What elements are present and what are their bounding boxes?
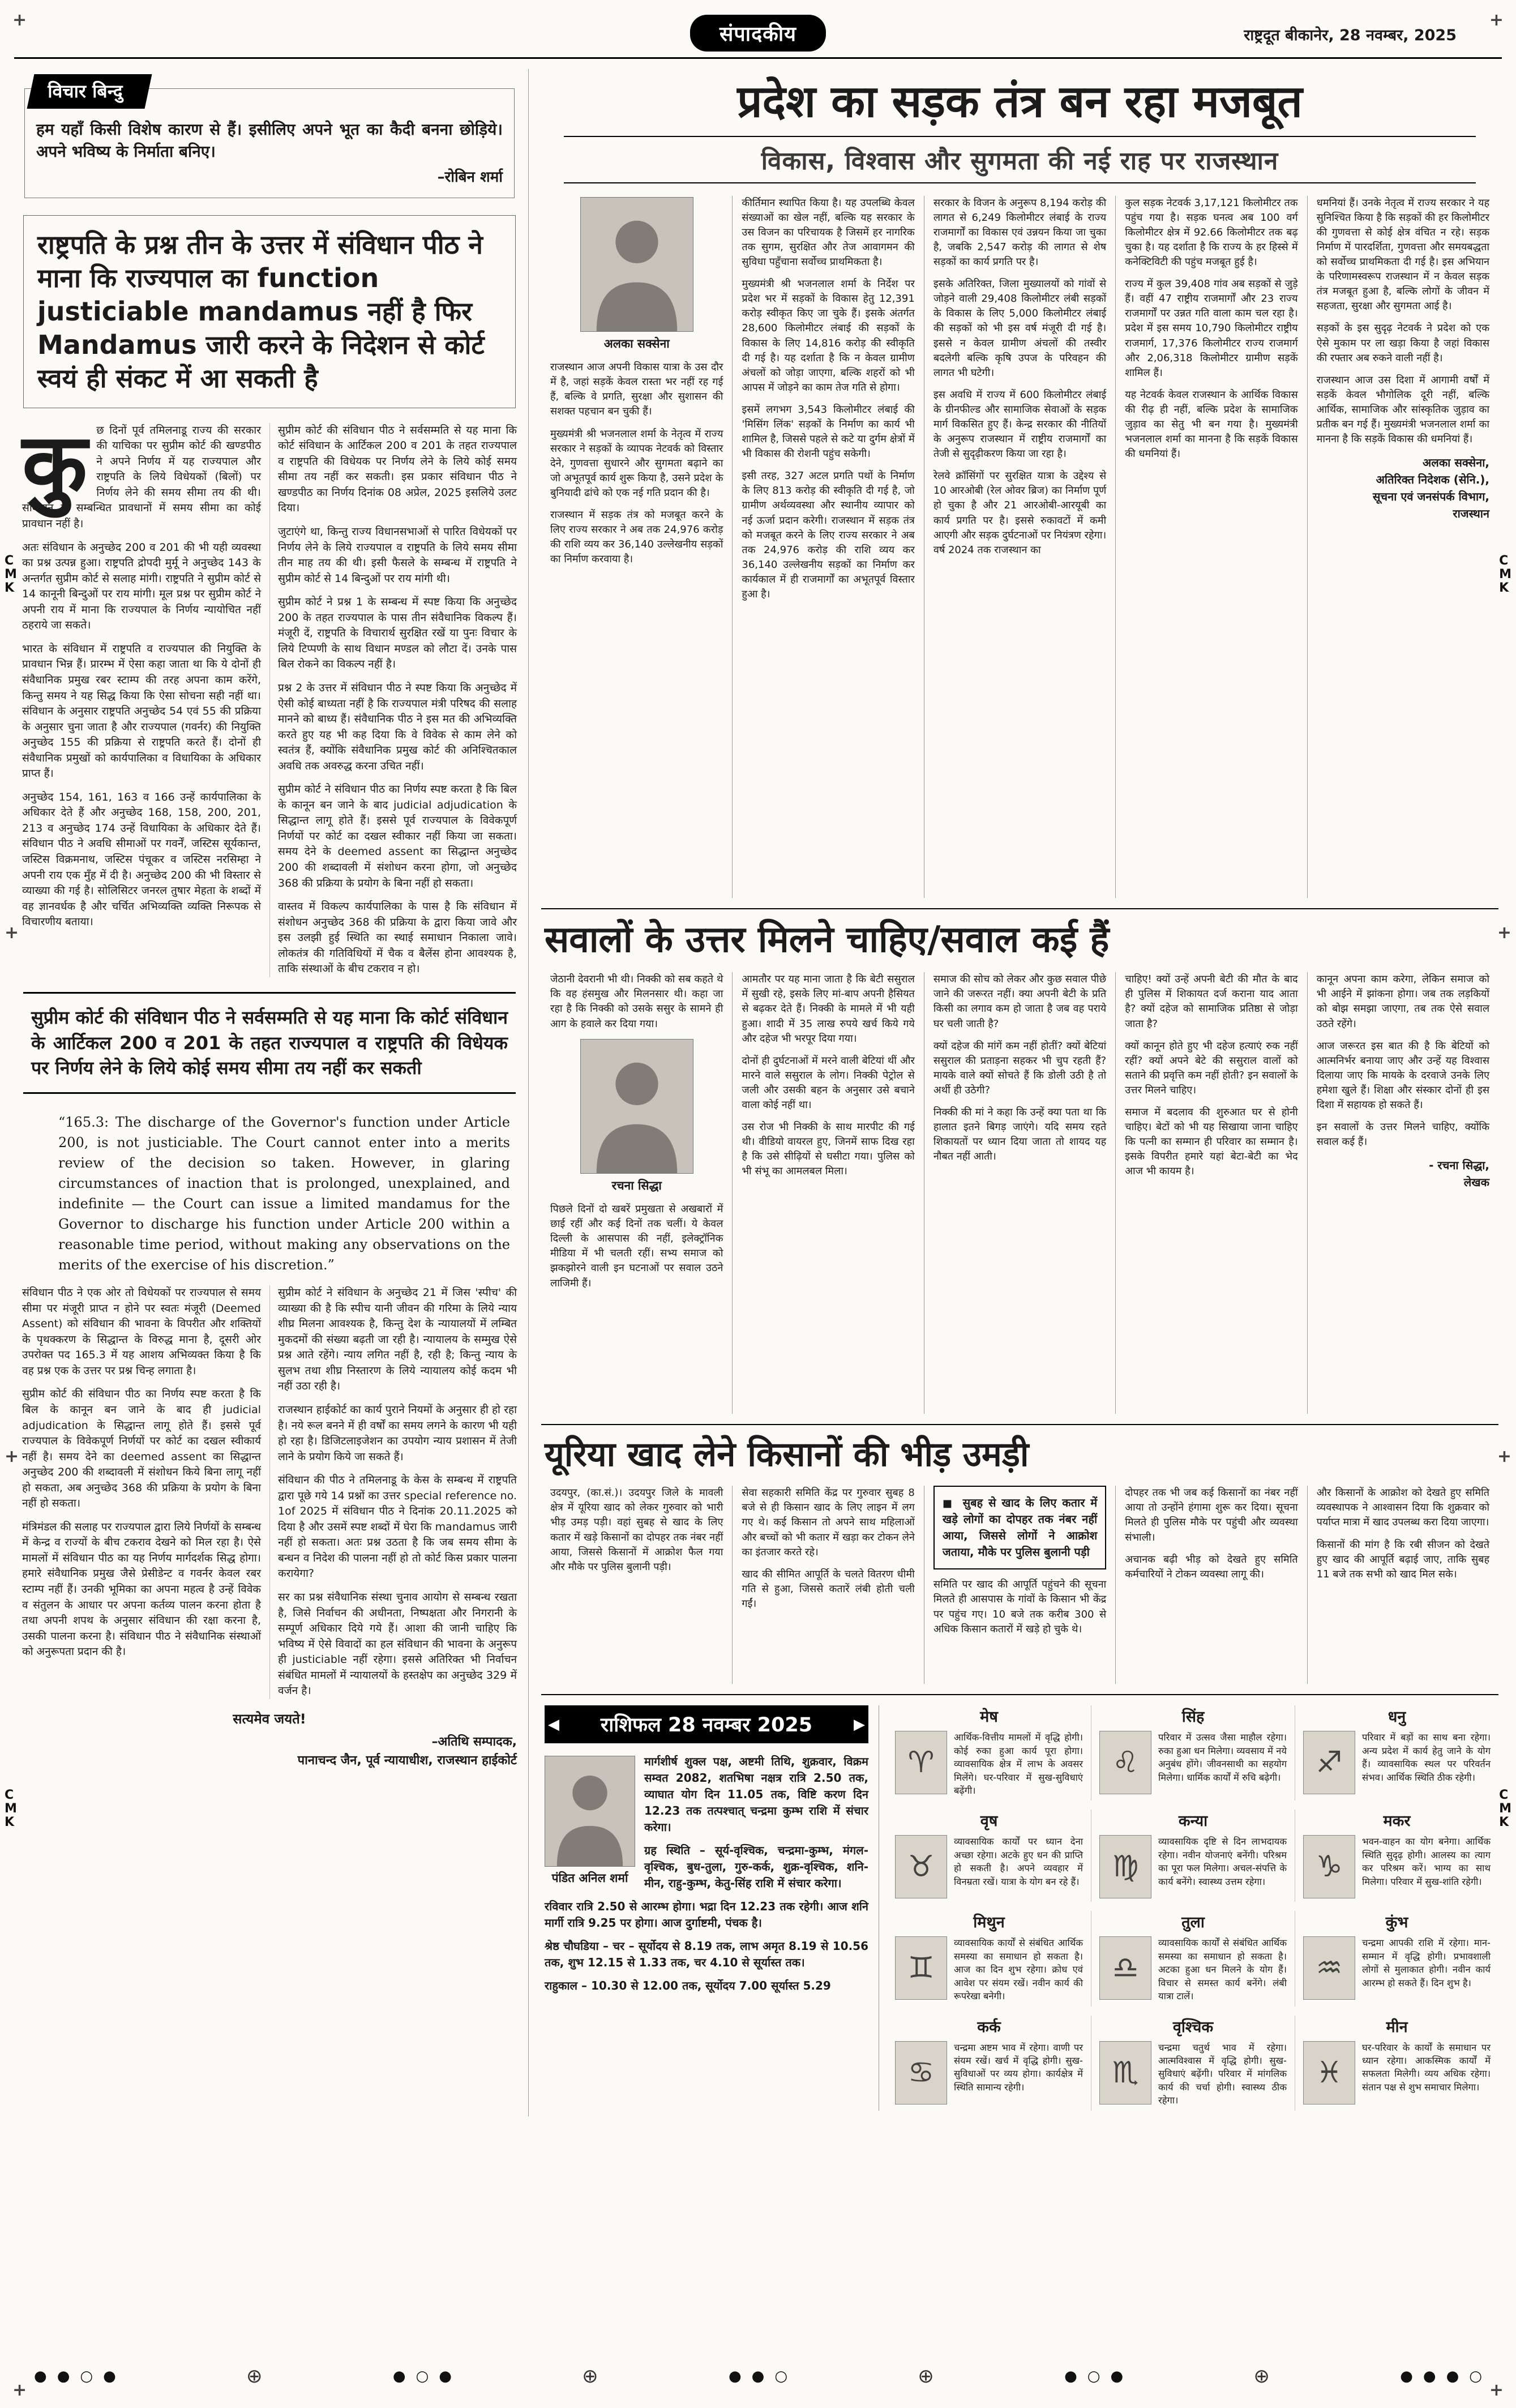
urea-article-columns: [541, 1486, 1498, 1684]
body-paragraph: राज्य में कुल 39,408 गांव अब सड़कों से जुड़े हैं। वहीं 47 राष्ट्रीय राजमार्गों और 23 राज्य राजमार्गों पर उन्नत गति वाला काम चल रहा है। प्रदेश में इस समय 10,790 किलोमीटर राष्ट्रीय राजमार्ग, 17,376 किलोमीटर राज्य राजमार्ग और 2,06,318 किलोमीटर ग्रामीण सड़कें शामिल हैं।: [1125, 278, 1298, 379]
road-article-columns: [541, 196, 1498, 898]
photo-caption: अलका सक्सेना: [603, 336, 670, 350]
color-dot-group: ● ● ○ ●: [34, 2368, 116, 2385]
registration-mark: ⊕: [582, 2365, 598, 2388]
byline-line: अतिरिक्त निदेशक (सेनि.),: [1376, 473, 1490, 487]
highlight-note: ■ सुबह से खाद के लिए कतार में खड़े लोगों का दोपहर तक नंबर नहीं आया, जिससे लोगों ने आक्रोश जताया, मौके पर पुलिस बुलानी पड़ी: [933, 1486, 1106, 1569]
zodiac-sign-icon: ♉: [895, 1835, 947, 1898]
cmyk-marks-left-lower: C M K: [5, 1788, 17, 1829]
body-paragraph: इसी तरह, 327 अटल प्रगति पथों के निर्माण के लिए 813 करोड़ की स्वीकृति दी गई है, जो ग्रामीण अर्थव्यवस्था और स्थानीय व्यापार को नई ऊर्जा प्रदान करेगी। राजस्थान में सड़क तंत्र को मजबूत करने के लिए राज्य सरकार ने अब तक 24,976 करोड़ की राशि व्यय कर 36,140 उल्लेखनीय सड़कों का निर्माण कर कार्यकाल में ही राजमार्गों का अभूतपूर्व विस्तार हुआ है।: [742, 470, 915, 601]
article-column: [1115, 196, 1307, 898]
section-badge: संपादकीय: [690, 15, 826, 52]
astrologer-photo: [545, 1756, 635, 1886]
article-column: [1115, 972, 1307, 1414]
constitution-article-headline: राष्ट्रपति के प्रश्न तीन के उत्तर में संविधान पीठ ने माना कि राज्यपाल का function justiciable mandamus नहीं है फिर Mandamus जारी करने के निदेशन से कोर्ट स्वयं ही संकट में आ सकती है: [23, 215, 516, 408]
panchang-paragraph: मार्गशीर्ष शुक्ल पक्ष, अष्टमी तिथि, शुक्रवार, विक्रम सम्वत 2082, शतभिषा नक्षत्र रात्रि 2.50 तक, व्याघात योग दिन 11.05 तक, विष्टि करण दिन 12.23 तक तत्पश्चात् चन्द्रमा कुम्भ राशि में संचार करेगा।: [644, 1755, 868, 1834]
zodiac-prediction: परिवार में बड़ों का साथ बना रहेगा। अन्य प्रदेश में कार्य हेतु जाने के योग हैं। व्यावसायिक स्थल पर परिवर्तन संभव। आर्थिक स्थिति ठीक रहेगी।: [1362, 1732, 1491, 1783]
body-paragraph: पिछले दिनों दो खबरें प्रमुखता से अखबारों में छाई रहीं और कई दिनों तक चलीं। ये केवल दिल्ली के आसपास की नहीं, इलेक्ट्रॉनिक मीडिया में भी चलती रहीं। सभ्य समाज को झकझोरने वाली इन घटनाओं पर सवाल उठने लाजिमी हैं।: [550, 1203, 723, 1289]
body-paragraph: धमनियां हैं। उनके नेतृत्व में राज्य सरकार ने यह सुनिश्चित किया है कि सड़कों की हर किलोमीटर की गुणवत्ता से कोई क्षेत्र वंचित न रहे। सड़क निर्माण में पारदर्शिता, गुणवत्ता और समयबद्धता को सर्वोच्च प्राथमिकता दी गई है। इस अभियान के परिणामस्वरूप राजस्थान में न केवल सड़क तंत्र मजबूत हुआ है, बल्कि लोगों के जीवन में सहजता, सुरक्षा और सुगमता आई है।: [1316, 196, 1490, 313]
color-dot-group: ● ○ ●: [1064, 2368, 1124, 2385]
body-paragraph: मंत्रिमंडल की सलाह पर राज्यपाल द्वारा लिये निर्णयों के सम्बन्ध में केन्द्र व राज्यों के बीच टकराव देखने को मिल रहा है। ऐसे मामलों में संविधान पीठ का यह निर्णय मार्गदर्शक सिद्ध होगा। हमारे संवैधानिक प्रमुख जैसे प्रेसीडेन्ट व गवर्नर केवल रबर स्टाम्प नहीं हैं। उनकी भूमिका का अपना महत्व है उन्हें विवेक व संतुलन के आधार पर अपना कर्तव्य पालन करना होता है तथा अपनी शपथ के अनुसार संविधान की रक्षा करना है, उसकी पालना करना है। संविधान पीठ ने संवैधानिक संस्थाओं को अनुरूपता प्रदान की है।: [22, 1520, 261, 1658]
panchang-paragraph: राहुकाल – 10.30 से 12.00 तक, सूर्योदय 7.00 सूर्यास्त 5.29: [545, 1979, 831, 1993]
zodiac-cell: [1295, 2016, 1498, 2111]
zodiac-sign-name: सिंह: [1181, 1708, 1205, 1726]
zodiac-cell: [1091, 1810, 1295, 1902]
constitution-article-byline: [22, 1733, 517, 1770]
article-divider: [541, 1424, 1498, 1425]
body-paragraph: समाज में बदलाव की शुरुआत घर से होनी चाहिए। बेटों को भी यह सिखाया जाना चाहिए कि पत्नी का सम्मान ही परिवार का सम्मान है। इसके विपरीत हमारे यहां बेटा-बेटी का भेद आज भी कायम है।: [1125, 1106, 1298, 1178]
zodiac-sign-name: मकर: [1383, 1812, 1411, 1830]
zodiac-sign-name: धनु: [1387, 1708, 1406, 1726]
body-paragraph: निक्की की मां ने कहा कि उन्हें क्या पता था कि हालात इतने बिगड़ जाएंगे। यदि समय रहते शिकायतों पर ध्यान दिया जाता तो शायद यह नौबत नहीं आती।: [933, 1106, 1107, 1163]
zodiac-cell-body: [895, 1731, 1083, 1797]
person-silhouette-icon: [581, 198, 693, 331]
zodiac-cell-body: [1303, 2041, 1491, 2105]
portrait-photo: [580, 197, 693, 332]
body-paragraph: सुप्रीम कोर्ट ने संविधान पीठ का निर्णय स्पष्ट करता है कि बिल के कानून बन जाने के बाद judicial adjudication के सिद्धान्त लागू होते हैं। इससे पूर्व राज्यपाल के विवेकपूर्ण निर्णयों पर कोर्ट का दखल स्वीकार नहीं किया जा सकता। समय देने के deemed assent का सिद्धान्त अनुच्छेद 200 की शब्दावली में संशोधन करना होगा, जो अनुच्छेद 368 की प्रक्रिया के प्रयोग के बिना नहीं हो सकता।: [278, 783, 517, 889]
body-paragraph: राजस्थान हाईकोर्ट का कार्य पुराने नियमों के अनुसार ही हो रहा है। नये रूल बनने में ही वर्षों का समय लगने के कारण भी यही हो रहा है। डिजिटलाइजेशन का उपयोग न्याय प्रशासन में तेजी लाने के प्रयोग किये जा सकते हैं।: [278, 1404, 517, 1463]
body-paragraph: खाद की सीमित आपूर्ति के चलते वितरण धीमी गति से हुआ, जिससे कतारें लंबी होती चली गईं।: [742, 1568, 915, 1610]
zodiac-prediction: व्यावसायिक कार्यों पर ध्यान देना अच्छा रहेगा। अटके हुए धन की प्राप्ति हो सकती है। अपने व्यवहार में विनम्रता रखें। यात्रा के योग बन रहे हैं।: [954, 1836, 1083, 1887]
urea-article-headline: यूरिया खाद लेने किसानों की भीड़ उमड़ी: [545, 1435, 1029, 1475]
horoscope-title: राशिफल 28 नवम्बर 2025: [600, 1714, 813, 1737]
judgment-english-quote: “165.3: The discharge of the Governor's function under Article 200, is not justiciable. The Court cannot enter into a merits review of the decision so taken. However, in glaring circumstances of inaction that is prolonged, unexplained, and indefinite — the Court can issue a limited mandamus for the Governor to discharge his function under Article 200 within a reasonable time period, without making any observations on the merits of the exercise of his discretion.”: [58, 1114, 510, 1273]
article-divider: [541, 1694, 1498, 1695]
body-paragraph: और किसानों के आक्रोश को देखते हुए समिति व्यवस्थापक ने आश्वासन दिया कि शुक्रवार को पर्याप्त मात्रा में खाद उपलब्ध करा दिया जाएगा।: [1316, 1487, 1490, 1529]
right-articles-region: [528, 69, 1502, 2116]
bullet-square-icon: ■: [942, 1498, 954, 1510]
body-paragraph: प्रश्न 2 के उत्तर में संविधान पीठ ने स्पष्ट किया कि अनुच्छेद में ऐसी कोई बाध्यता नहीं है कि राज्यपाल मंत्री परिषद की सलाह मानने को बाध्य हैं। संवैधानिक पीठ ने इस मत की अभिव्यक्ति करते हुए यह भी कह दिया कि वे विवेक से काम लेने को स्वतंत्र हैं, क्योंकि संवैधानिक प्रमुख कोर्ट की अनिश्चितकाल अवधि तक अवरुद्ध करना उचित नहीं।: [278, 681, 517, 772]
byline-line: - रचना सिद्धा,: [1429, 1158, 1490, 1173]
edge-plus-mark: +: [5, 1447, 19, 1466]
body-paragraph: राजस्थान आज अपनी विकास यात्रा के उस दौर में है, जहां सड़कें केवल रास्ता भर नहीं रह गई हैं, बल्कि वे प्रगति, सुरक्षा और सुशासन की सशक्त पहचान बन चुकी हैं।: [550, 361, 723, 418]
article-column: [924, 196, 1115, 898]
zodiac-cell: [1295, 1810, 1498, 1902]
footer-print-marks: [34, 2365, 1482, 2388]
closing-line: सत्यमेव जयते!: [233, 1710, 306, 1727]
byline-line: पानाचन्द जैन, पूर्व न्यायाधीश, राजस्थान हाईकोर्ट: [297, 1753, 517, 1768]
zodiac-sign-name: कुंभ: [1385, 1914, 1408, 1932]
constitution-article-body-2: [22, 1285, 517, 1699]
article-column: [1307, 1486, 1498, 1684]
questions-article-headline: सवालों के उत्तर मिलने चाहिए/सवाल कई हैं: [545, 918, 1110, 961]
zodiac-cell-body: [895, 1936, 1083, 2003]
edition-date: राष्ट्रदूत बीकानेर, 28 नवम्बर, 2025: [1244, 27, 1457, 44]
body-paragraph: यह नेटवर्क केवल राजस्थान के आर्थिक विकास की रीढ़ ही नहीं, बल्कि प्रदेश के सामाजिक जुड़ाव का सेतु भी बन गया है। मुख्यमंत्री भजनलाल शर्मा का मानना है कि सड़कें विकास की धमनियां हैं।: [1125, 388, 1298, 460]
body-paragraph: किसानों की मांग है कि रबी सीजन को देखते हुए खाद की आपूर्ति बढ़ाई जाए, ताकि सुबह 11 बजे तक सभी को खाद मिल सके।: [1316, 1538, 1490, 1580]
zodiac-prediction: व्यावसायिक कार्यों से संबंधित आर्थिक समस्या का समाधान हो सकता है। अटका हुआ धन मिलने के योग हैं। विचार से समस्त कार्य बनेंगे। लंबी यात्रा टालें।: [1158, 1937, 1287, 2002]
body-paragraph: मुख्यमंत्री श्री भजनलाल शर्मा के नेतृत्व में राज्य सरकार ने सड़कों के व्यापक नेटवर्क को विस्तार देने, गुणवत्ता सुधारने और सुगमता बढ़ाने का जो अभूतपूर्व कार्य शुरू किया है, उसने प्रदेश के बुनियादी ढांचे को एक नई गति प्रदान की है।: [550, 427, 723, 499]
thought-of-day-banner: [27, 74, 152, 109]
zodiac-prediction: व्यावसायिक दृष्टि से दिन लाभदायक रहेगा। नवीन योजनाएं बनेंगी। परिश्रम का पूरा फल मिलेगा। अचल-संपत्ति के कार्य बनेंगे। स्वास्थ्य उत्तम रहेगा।: [1158, 1836, 1287, 1887]
body-paragraph: इस अवधि में राज्य में 600 किलोमीटर लंबाई के ग्रीनफील्ड और सामाजिक सेवाओं के सड़क मार्ग विकसित हुए हैं। केन्द्र सरकार की नीतियों के अनुरूप राजस्थान में राष्ट्रीय राजमार्गों का तेजी से सुदृढ़ीकरण किया जा रहा है।: [933, 388, 1107, 460]
body-paragraph: राजस्थान आज उस दिशा में आगामी वर्षों में सड़कें केवल भौगोलिक दूरी नहीं, बल्कि आर्थिक, सामाजिक और सांस्कृतिक जुड़ाव का प्रतीक बन गई हैं। मुख्यमंत्री भजनलाल शर्मा का मानना है कि सड़कें विकास की धमनियां हैं।: [1316, 374, 1490, 446]
body-paragraph: उदयपुर, (का.सं.)। उदयपुर जिले के मावली क्षेत्र में यूरिया खाद को लेकर गुरुवार को भारी भीड़ उमड़ पड़ी। वहां सुबह से खाद के लिए कतार में खड़े किसानों का दोपहर तक नंबर नहीं आया, जिससे किसानों में आक्रोश फैल गया और मौके पर पुलिस बुलानी पड़ी।: [550, 1487, 723, 1573]
article-column: [924, 972, 1115, 1414]
photo-caption: रचना सिद्धा: [611, 1178, 662, 1192]
zodiac-sign-icon: ♊: [895, 1936, 947, 2000]
road-network-article: [541, 77, 1498, 898]
body-paragraph: समिति पर खाद की आपूर्ति पहुंचने की सूचना मिलते ही आसपास के गांवों के किसान भी केंद्र पर पहुंच गए। 10 बजे तक करीब 300 से अधिक किसान कतारों में खड़े हो चुके थे।: [933, 1579, 1107, 1635]
color-dot-group: ● ○ ●: [392, 2368, 452, 2385]
article-column: [541, 196, 732, 898]
body-paragraph: सर का प्रश्न संवैधानिक संस्था चुनाव आयोग से सम्बन्ध रखता है, जिसे निर्वाचन की अधीनता, निष्पक्षता और निगरानी के सम्पूर्ण अधिकार दिये गये हैं। आशा की जानी चाहिए कि भविष्य में ऐसे विवादों का हल संविधान की भावना के अनुरूप ही justiciable नहीं रहेगा। इससे अतिरिक्त भी निर्वाचन संबंधित मामलों में न्यायालयों के हस्तक्षेप का अनुच्छेद 329 में वर्जन है।: [278, 1591, 517, 1697]
body-paragraph: क्यों कानून होते हुए भी दहेज हत्याएं रुक नहीं रहीं? क्यों अपने बेटे की ससुराल वालों को सताने की प्रवृत्ति कम नहीं होती? इन सवालों के उत्तर मिलने चाहिए।: [1125, 1040, 1298, 1096]
zodiac-prediction: चन्द्रमा अष्टम भाव में रहेगा। वाणी पर संयम रखें। खर्च में वृद्धि होगी। सुख-सुविधाओं पर व्यय होगा। कार्यक्षेत्र में स्थिति सामान्य रहेगी।: [954, 2042, 1083, 2093]
thought-of-day-box: [24, 80, 515, 198]
registration-mark: ⊕: [246, 2365, 263, 2388]
article-column: [541, 1486, 732, 1684]
pull-quote: सुप्रीम कोर्ट की संविधान पीठ ने सर्वसम्मति से यह माना कि कोर्ट संविधान के आर्टिकल 200 व 201 के तहत राज्यपाल व राष्ट्रपति की विधेयक पर निर्णय लेने के लिये कोई समय सीमा तय नहीं कर सकती: [23, 992, 516, 1094]
body-paragraph: मुख्यमंत्री श्री भजनलाल शर्मा के निर्देश पर प्रदेश भर में सड़कों के विकास हेतु 12,391 करोड़ स्वीकृत किए जा चुके हैं। इसके अंतर्गत 28,600 किलोमीटर लंबाई की सड़कों के विकास के लिए 14,816 करोड़ की स्वीकृति दी गई है। यह दर्शाता है कि न केवल ग्रामीण अंचलों को जोड़ा जाएगा, बल्कि शहरों को भी आपस में जोड़ने का काम तेज गति से होगा।: [742, 278, 915, 394]
panchang-panel: [541, 1705, 879, 2110]
body-paragraph: कुछ दिनों पूर्व तमिलनाडू राज्य की सरकार की याचिका पर सुप्रीम कोर्ट की खण्डपीठ ने अपने निर्णय में यह राज्यपाल और राष्ट्रपति के लिये विधेयकों (बिलों) पर निर्णय लेने की समय सीमा तय की थी। संविधान के सम्बन्धित प्रावधानों में समय सीमा का कोई प्रावधान नहीं है।: [22, 415, 261, 531]
registration-mark: ⊕: [1253, 2365, 1270, 2388]
body-paragraph: सेवा सहकारी समिति केंद्र पर गुरुवार सुबह 8 बजे से ही किसान खाद के लिए लाइन में लग गए थे। कई किसान तो अपने साथ महिलाओं और बच्चों को भी कतार में खड़ा कर टोकन लेने का इंतजार करते रहे।: [742, 1487, 915, 1558]
zodiac-prediction: आर्थिक-वित्तीय मामलों में वृद्धि होगी। कोई रुका हुआ कार्य पूरा होगा। व्यावसायिक क्षेत्र में लाभ के अवसर मिलेंगे। घर-परिवार में सुख-सुविधाएं बढ़ेंगी।: [954, 1732, 1083, 1796]
zodiac-prediction: घर-परिवार के कार्यों के समाधान पर ध्यान रहेगा। आकस्मिक कार्यों में सफलता मिलेगी। व्यय अधिक रहेगा। संतान पक्ष से शुभ समाचार मिलेगा।: [1362, 2042, 1491, 2093]
article-divider: [541, 908, 1498, 909]
zodiac-cell-body: [1099, 2041, 1287, 2107]
zodiac-sign-icon: ♒: [1303, 1936, 1355, 2000]
zodiac-prediction: व्यावसायिक कार्यों से संबंधित आर्थिक समस्या का समाधान हो सकता है। आज का दिन शुभ रहेगा। क्रोध एवं आवेश पर संयम रखें। नवीन कार्य की रूपरेखा बनेगी।: [954, 1937, 1083, 2002]
body-paragraph: सुप्रीम कोर्ट ने प्रश्न 1 के सम्बन्ध में स्पष्ट किया कि अनुच्छेद 200 के तहत राज्यपाल के पास तीन संवैधानिक विकल्प हैं। मंजूरी दें, राष्ट्रपति के विचारार्थ सुरक्षित रखें या पुनः विचार के लिये टिप्पणी के साथ विधान मण्डल को लौटा दें। उनके पास बिल रोकने का विकल्प नहीं है।: [278, 596, 517, 671]
cmyk-marks-right-lower: C M K: [1499, 1788, 1511, 1829]
registration-mark: ⊕: [918, 2365, 934, 2388]
article-byline: [1317, 454, 1489, 522]
byline-line: राजस्थान: [1453, 507, 1490, 521]
zodiac-cell: [1295, 1705, 1498, 1800]
zodiac-sign-name: तुला: [1181, 1914, 1205, 1932]
zodiac-sign-name: वृष: [980, 1812, 998, 1830]
masthead: [14, 0, 1502, 59]
corner-plus-mark: +: [12, 2380, 27, 2400]
cmyk-marks-left-upper: C M K: [5, 554, 17, 595]
body-paragraph: उस रोज भी निक्की के साथ मारपीट की गई थी। वीडियो वायरल हुए, जिनमें साफ दिख रहा है कि उसे सीढ़ियों से घसीटा गया। पुलिस को भी संभू का आमलबल मिला।: [742, 1121, 915, 1178]
left-editorial-column: [14, 69, 528, 2116]
edge-plus-mark: +: [1497, 1447, 1511, 1466]
corner-plus-mark: +: [1489, 2380, 1504, 2400]
cmyk-marks-right-upper: C M K: [1499, 554, 1511, 595]
color-dot-group: ● ● ● ○: [1400, 2368, 1482, 2385]
left-arrow-icon: ◀: [548, 1716, 559, 1733]
panchang-paragraph: ग्रह स्थिति – सूर्य-वृश्चिक, चन्द्रमा-कुम्भ, मंगल-वृश्चिक, बुध-तुला, गुरु-कर्क, शुक्र-वृश्चिक, शनि-मीन, राहु-कुम्भ, केतु-सिंह राशि में संचार करेगा।: [644, 1844, 868, 1891]
body-paragraph: कीर्तिमान स्थापित किया है। यह उपलब्धि केवल संख्याओं का खेल नहीं, बल्कि यह सरकार के उस विजन का परिचायक है जिसमें हर नागरिक तक सुगम, सुरक्षित और तेज आवागमन की सुविधा पहुँचाना सर्वोच्च प्राथमिकता है।: [742, 196, 915, 268]
zodiac-sign-icon: ♐: [1303, 1731, 1355, 1794]
body-paragraph: चाहिए! क्यों उन्हें अपनी बेटी की मौत के बाद ही पुलिस में शिकायत दर्ज कराना याद आता है? क्यों दहेज को सामाजिक प्रतिष्ठा से जोड़ा जाता है?: [1125, 973, 1298, 1030]
zodiac-cell: [1091, 2016, 1295, 2111]
astrologer-caption: पंडित अनिल शर्मा: [551, 1871, 628, 1885]
edge-plus-mark: +: [1497, 923, 1511, 943]
zodiac-grid: [879, 1705, 1498, 2110]
article-column: [1307, 196, 1498, 898]
body-paragraph: संविधान की पीठ ने तमिलनाडू के केस के सम्बन्ध में राष्ट्रपति द्वारा पूछे गये 14 प्रश्नों का उत्तर special reference no. 1of 2025 में संविधान पीठ ने दिनांक 20.11.2025 को दिया है और उसमें स्पष्ट शब्दों में घेरा कि mandamus जारी नहीं हो सकता। अतः प्रश्न उठता है कि जब समय सीमा के बन्धन व निदेश की पालना नहीं हो तो कोर्ट किस प्रकार पालना करायेगा?: [278, 1474, 517, 1580]
article-column: [732, 196, 923, 898]
body-paragraph: सरकार के विजन के अनुरूप 8,194 करोड़ की लागत से 6,249 किलोमीटर लंबाई के राज्य राजमार्गों का विकास एवं उन्नयन किया जा चुका है, जबकि 2,547 करोड़ की लागत से शेष सड़कों का कार्य प्रगति पर है।: [933, 196, 1107, 268]
zodiac-prediction: चन्द्रमा आपकी राशि में रहेगा। मान-सम्मान में वृद्धि होगी। प्रभावशाली लोगों से मुलाकात होगी। नवीन कार्य आरम्भ हो सकते हैं। दिन शुभ है।: [1362, 1937, 1491, 1988]
body-paragraph: जेठानी देवरानी भी थी। निक्की को सब कहते थे कि वह हंसमुख और मिलनसार थी। कहा जा रहा है कि निक्की को उसके ससुर के सामने ही आग के हवाले कर दिया गया।: [550, 973, 723, 1030]
edge-plus-mark: +: [5, 923, 19, 943]
body-paragraph: सुप्रीम कोर्ट ने संविधान के अनुच्छेद 21 में जिस 'स्पीच' की व्याख्या की है कि स्पीच यानी जीवन की गरिमा के लिये न्याय शीघ्र मिलना आवश्यक है, किन्तु देश के न्यायालयों में लम्बित मुकदमों की संख्या बढ़ती जा रही है। न्यायालय के सम्मुख ऐसे प्रश्न आते रहेंगे। न्याय लगित नहीं है, रही है; किन्तु न्याय के सुलभ तथा शीघ्र निस्तारण के लिये न्यायालय कोई कदम भी नहीं उठा रही है।: [278, 1286, 517, 1393]
zodiac-sign-icon: ♓: [1303, 2041, 1355, 2105]
panchang-paragraph: रविवार रात्रि 2.50 से आरम्भ होगा। भद्रा दिन 12.23 तक रहेगी। आज शनि मार्गी रात्रि 9.25 पर होगा। आज दुर्गाष्टमी, पंचक है।: [545, 1900, 868, 1930]
author-photo: [580, 1039, 693, 1194]
article-byline: [1317, 1157, 1489, 1191]
drop-cap: कु: [22, 415, 88, 514]
article-column: [732, 972, 923, 1414]
zodiac-sign-icon: ♌: [1099, 1731, 1151, 1794]
body-paragraph: क्यों दहेज की मांगें कम नहीं होतीं? क्यों बेटियां ससुराल की प्रताड़ना सहकर भी चुप रहती हैं? मायके वाले क्यों सोचते हैं कि डोली उठी है तो अर्थी ही उठेगी?: [933, 1040, 1107, 1096]
author-photo: [580, 197, 693, 352]
body-paragraph: अतः संविधान के अनुच्छेद 200 व 201 की भी यही व्यवस्था का प्रश्न उत्पन्न हुआ। राष्ट्रपति द्रोपदी मुर्मू ने अनुच्छेद 143 के अन्तर्गत सुप्रीम कोर्ट से सलाह मांगी। राष्ट्रपति ने सुप्रीम कोर्ट से 14 कानूनी बिन्दुओं पर राय मांगी। मूल प्रश्न पर सुप्रीम कोर्ट ने अपनी राय में माना कि राज्यपाल के निर्णय न्यायोचित नहीं ठहराये जा सकते।: [22, 541, 261, 632]
body-paragraph: इसके अतिरिक्त, जिला मुख्यालयों को गांवों से जोड़ने वाली 29,408 किलोमीटर लंबी सड़कों के विकास के लिए 5,000 किलोमीटर लंबाई की सड़कों को भी इस वर्ष मंजूरी दी गई है। इससे न केवल ग्रामीण अंचलों की तस्वीर बदलेगी बल्कि कृषि उपज के परिवहन की लागत भी घटेगी।: [933, 278, 1107, 379]
person-silhouette-icon: [545, 1756, 635, 1866]
urea-article: [541, 1435, 1498, 1684]
zodiac-sign-name: मेष: [980, 1708, 998, 1726]
body-paragraph: वास्तव में विकल्प कार्यपालिका के पास है कि संविधान में संशोधन अनुच्छेद 368 की प्रक्रिया के द्वारा किया जावे और इस उलझी हुई स्थिति का स्थाई समाधान निकाला जावे। लोकतंत्र की गतिविधियों में चैक व बैलेंस होना आवश्यक है, ताकि संस्थाओं के बीच टकराव न हो।: [278, 900, 517, 976]
article-column: [1115, 1486, 1307, 1684]
zodiac-sign-icon: ♏: [1099, 2041, 1151, 2105]
zodiac-sign-name: मीन: [1386, 2018, 1408, 2036]
byline-line: –अतिथि सम्पादक,: [431, 1734, 517, 1749]
byline-line: अलका सक्सेना,: [1422, 456, 1490, 470]
zodiac-cell-body: [1303, 1835, 1491, 1898]
constitution-article-body-1: [22, 415, 517, 977]
questions-article: [541, 919, 1498, 1414]
zodiac-sign-icon: ♋: [895, 2041, 947, 2105]
zodiac-sign-icon: ♑: [1303, 1835, 1355, 1898]
zodiac-cell-body: [1099, 1835, 1287, 1898]
zodiac-cell: [1091, 1911, 1295, 2006]
road-article-subhead: विकास, विश्वास और सुगमता की नई राह पर राजस्थान: [564, 136, 1476, 183]
zodiac-cell-body: [895, 1835, 1083, 1898]
byline-line: लेखक: [1463, 1175, 1490, 1190]
road-article-headline: प्रदेश का सड़क तंत्र बन रहा मजबूत: [737, 76, 1303, 127]
corner-plus-mark: +: [12, 10, 27, 30]
byline-line: सूचना एवं जनसंपर्क विभाग,: [1372, 490, 1490, 504]
body-paragraph: इन सवालों के उत्तर मिलने चाहिए, क्योंकि सवाल कई हैं।: [1316, 1121, 1490, 1148]
zodiac-sign-icon: ♍: [1099, 1835, 1151, 1898]
thought-quote: हम यहाँ किसी विशेष कारण से हैं। इसीलिए अपने भूत का कैदी बनना छोड़िये। अपने भविष्य के निर्माता बनिए।: [36, 120, 503, 161]
zodiac-cell: [1091, 1705, 1295, 1800]
body-paragraph: दोपहर तक भी जब कई किसानों का नंबर नहीं आया तो उन्होंने हंगामा शुरू कर दिया। सूचना मिलते ही पुलिस मौके पर पहुंची और व्यवस्था संभाली।: [1125, 1487, 1298, 1543]
body-paragraph: संविधान पीठ ने एक ओर तो विधेयकों पर राज्यपाल से समय सीमा पर मंजूरी प्राप्त न होने पर स्वतः मंजूरी (Deemed Assent) को संविधान की भावना के विपरीत और शक्तियों के पृथक्करण के सिद्धान्त के विरुद्ध माना है, दूसरी ओर उपरोक्त पद 165.3 में यह आशय अभिव्यक्त किया है कि वह प्रश्न एक के उत्तर पर प्रश्न चिन्ह लगाता है।: [22, 1286, 261, 1377]
zodiac-sign-icon: ♈: [895, 1731, 947, 1794]
questions-article-columns: [541, 972, 1498, 1414]
body-paragraph: भारत के संविधान में राष्ट्रपति व राज्यपाल की नियुक्ति के प्रावधान भिन्न हैं। प्रारम्भ में ऐसा कहा जाता था कि ये दोनों ही संवैधानिक प्रमुख रबर स्टाम्प की तरह अपना काम करेंगे, किन्तु समय ने यह सिद्ध किया कि ऐसा सोचना सही नहीं था। संविधान के अनुसार राष्ट्रपति अनुच्छेद 54 एवं 55 की प्रक्रिया के अनुसार चुना जाता है और राज्यपाल (गवर्नर) की नियुक्ति अनुच्छेद 155 की प्रक्रिया से राष्ट्रपति करते हैं। दोनों ही संवैधानिक प्रमुखों को कार्यपालिका व विधायिका के अधिकार प्राप्त हैं।: [22, 642, 261, 780]
page-body: [14, 59, 1502, 2116]
body-paragraph: जुटाएंगे था, किन्तु राज्य विधानसभाओं से पारित विधेयकों पर निर्णय लेने के लिये राज्यपाल व राष्ट्रपति के लिये समय सीमा तीन माह तय की थी। इसी फैसले के सम्बन्ध में राष्ट्रपति ने सुप्रीम कोर्ट से 14 बिन्दुओं पर राय मांगी थी।: [278, 525, 517, 585]
article-column: [924, 1486, 1115, 1684]
zodiac-cell-body: [1303, 1936, 1491, 2000]
body-paragraph: आज जरूरत इस बात की है कि बेटियों को आत्मनिर्भर बनाया जाए और उन्हें यह विश्वास दिलाया जाए कि मायके के दरवाजे उनके लिए हमेशा खुले हैं। शिक्षा और संस्कार दोनों ही इस दिशा में सहायक हो सकते हैं।: [1316, 1040, 1490, 1111]
body-paragraph: सड़कों के इस सुदृढ़ नेटवर्क ने प्रदेश को एक ऐसे मुकाम पर ला खड़ा किया है जहां विकास की रफ्तार अब रुकने वाली नहीं है।: [1316, 322, 1490, 364]
zodiac-prediction: परिवार में उत्सव जैसा माहौल रहेगा। रुका हुआ धन मिलेगा। व्यवसाय में नये अनुबंध होंगे। जीवनसाथी का सहयोग मिलेगा। धार्मिक कार्यों में रुचि बढ़ेगी।: [1158, 1732, 1287, 1783]
body-paragraph: आमतौर पर यह माना जाता है कि बेटी ससुराल में सुखी रहे, इसके लिए मां-बाप अपनी हैसियत से बढ़कर देते हैं। निक्की के मामले में भी यही हुआ। शादी में 35 लाख रुपये खर्च किये गये और दहेज भी भरपूर दिया गया।: [742, 973, 915, 1045]
body-paragraph: कानून अपना काम करेगा, लेकिन समाज को भी आईने में झांकना होगा। जब तक लड़कियों को बोझ समझा जाएगा, तब तक ऐसे सवाल उठते रहेंगे।: [1316, 973, 1490, 1030]
zodiac-cell-body: [1099, 1731, 1287, 1794]
article-column: [732, 1486, 923, 1684]
zodiac-sign-icon: ♎: [1099, 1936, 1151, 2000]
corner-plus-mark: +: [1489, 10, 1504, 30]
zodiac-prediction: भवन-वाहन का योग बनेगा। आर्थिक स्थिति सुदृढ़ होगी। आलस्य का त्याग कर परिश्रम करें। भाग्य का साथ मिलेगा। परिवार में सुख-शांति रहेगी।: [1362, 1836, 1491, 1887]
zodiac-sign-name: कन्या: [1178, 1812, 1208, 1830]
body-paragraph: राजस्थान में सड़क तंत्र को मजबूत करने के लिए राज्य सरकार ने अब तक 24,976 करोड़ की राशि व्यय कर 36,140 उल्लेखनीय सड़कों का निर्माण करवाया है।: [550, 508, 723, 566]
zodiac-cell-body: [1303, 1731, 1491, 1794]
body-paragraph: सुप्रीम कोर्ट की संविधान पीठ ने सर्वसम्मति से यह माना कि कोर्ट संविधान के आर्टिकल 200 व 201 के तहत राज्यपाल व राष्ट्रपति की विधेयक पर निर्णय लेने के लिये कोई समय सीमा तय नहीं कर सकती। इस प्रकार संविधान पीठ ने खण्डपीठ का निर्णय दिनांक 08 अप्रेल, 2025 इसलिये उलट दिया।: [278, 424, 517, 515]
body-paragraph: अनुच्छेद 154, 161, 163 व 166 उन्हें कार्यपालिका के अधिकार देते हैं और अनुच्छेद 168, 158, 200, 201, 213 व अनुच्छेद 174 उन्हें विधायिका के अधिकार देते हैं। संविधान पीठ ने अवधि सीमाओं पर गवर्नें, जस्टिस सूर्यकान्त, जस्टिस विक्रमनाथ, जस्टिस पंचूकर व जस्टिस नरसिम्हा ने अपनी राय एक मुँह में दी है। अनुच्छेद 200 की भी विस्तार से व्याख्या की गई है। सोलिसिटर जनरल तुषार मेहता के शब्दों में वह ज्ञानवर्धक है और चर्चित अभिव्यक्ति व्यक्ति निरूपक से विचारणीय बताया।: [22, 790, 261, 929]
horoscope-section: [541, 1705, 1498, 2110]
zodiac-sign-name: कर्क: [977, 2018, 1001, 2036]
thought-quote-author: –रोबिन शर्मा: [437, 169, 503, 186]
zodiac-cell: [887, 1705, 1091, 1800]
color-dot-group: ● ● ○: [728, 2368, 787, 2385]
body-paragraph: दोनों ही दुर्घटनाओं में मरने वाली बेटियां थीं और मारने वाले ससुराल के लोग। निक्की पेट्रोल से जली और उसकी बहन के अनुसार उसे बचाने वाला कोई नहीं था।: [742, 1054, 915, 1111]
zodiac-sign-name: वृश्चिक: [1172, 2018, 1214, 2036]
zodiac-sign-name: मिथुन: [973, 1914, 1005, 1932]
article-column: [1307, 972, 1498, 1414]
zodiac-cell: [887, 1810, 1091, 1902]
zodiac-cell: [1295, 1911, 1498, 2006]
portrait-photo: [545, 1756, 635, 1867]
panchang-paragraph: श्रेष्ठ चौघडिया – चर – सूर्योदय से 8.19 तक, लाभ अमृत 8.19 से 10.56 तक, शुभ 12.15 से 1.33 तक, चर 4.10 से सूर्यास्त तक।: [545, 1939, 868, 1970]
body-paragraph: सुप्रीम कोर्ट की संविधान पीठ का निर्णय स्पष्ट करता है कि बिल के कानून बन जाने के बाद ही judicial adjudication के सिद्धान्त लागू होते हैं। इससे पूर्व राज्यपाल के विवेकपूर्ण निर्णयों पर कोर्ट का दखल स्वीकार्य नहीं है। समय देने का deemed assent का सिद्धान्त अनुच्छेद 200 की शब्दावली में संशोधन किये बिना लागू नहीं हो सकता, अब अनुच्छेद 368 की प्रक्रिया के प्रयोग के बिना नहीं हो सकता।: [22, 1388, 261, 1510]
right-arrow-icon: ▶: [853, 1716, 865, 1733]
body-paragraph: समाज की सोच को लेकर और कुछ सवाल पीछे जाने की जरूरत नहीं। क्या अपनी बेटी के प्रति किसी का लगाव कम हो जाता है जब वह पराये घर चली जाती है?: [933, 973, 1107, 1030]
zodiac-cell-body: [1099, 1936, 1287, 2003]
horoscope-title-bar: [545, 1705, 868, 1743]
person-silhouette-icon: [581, 1040, 693, 1173]
body-paragraph: इसमें लगभग 3,543 किलोमीटर लंबाई की 'मिसिंग लिंक' सड़कों के निर्माण का कार्य भी शामिल है, जिससे पहले से कटे या दुर्गम क्षेत्रों में भी विकास की रोशनी पहुंच सकेगी।: [742, 403, 915, 460]
body-paragraph: रेलवे क्रॉसिंगों पर सुरक्षित यात्रा के उद्देश्य से 10 आरओबी (रेल ओवर ब्रिज) का निर्माण पूर्ण हो चुका है और 21 आरओबी-आरयूबी का कार्य प्रगति पर है। इससे रुकावटों में कमी आएगी और सड़क दुर्घटनाओं पर नियंत्रण रहेगा। वर्ष 2024 तक राजस्थान का: [933, 470, 1107, 556]
portrait-photo: [580, 1039, 693, 1174]
thought-of-day-title: विचार बिन्दु: [48, 80, 123, 102]
article-column: [541, 972, 732, 1414]
zodiac-cell: [887, 1911, 1091, 2006]
zodiac-prediction: चन्द्रमा चतुर्थ भाव में रहेगा। आत्मविश्वास में वृद्धि होगी। सुख-सुविधाएं बढ़ेंगी। परिवार में मांगलिक कार्य की चर्चा होगी। स्वास्थ्य ठीक रहेगा।: [1158, 2042, 1287, 2106]
body-paragraph: अचानक बढ़ी भीड़ को देखते हुए समिति कर्मचारियों ने टोकन व्यवस्था लागू की।: [1125, 1553, 1298, 1580]
zodiac-cell: [887, 2016, 1091, 2111]
body-paragraph: कुल सड़क नेटवर्क 3,17,121 किलोमीटर तक पहुंच गया है। सड़क घनत्व अब 100 वर्ग किलोमीटर क्षेत्र में 92.66 किलोमीटर तक बढ़ चुका है। यह दर्शाता है कि राज्य के हर हिस्से में कनेक्टिविटी की पहुंच मजबूत हुई है।: [1125, 196, 1298, 268]
zodiac-cell-body: [895, 2041, 1083, 2105]
